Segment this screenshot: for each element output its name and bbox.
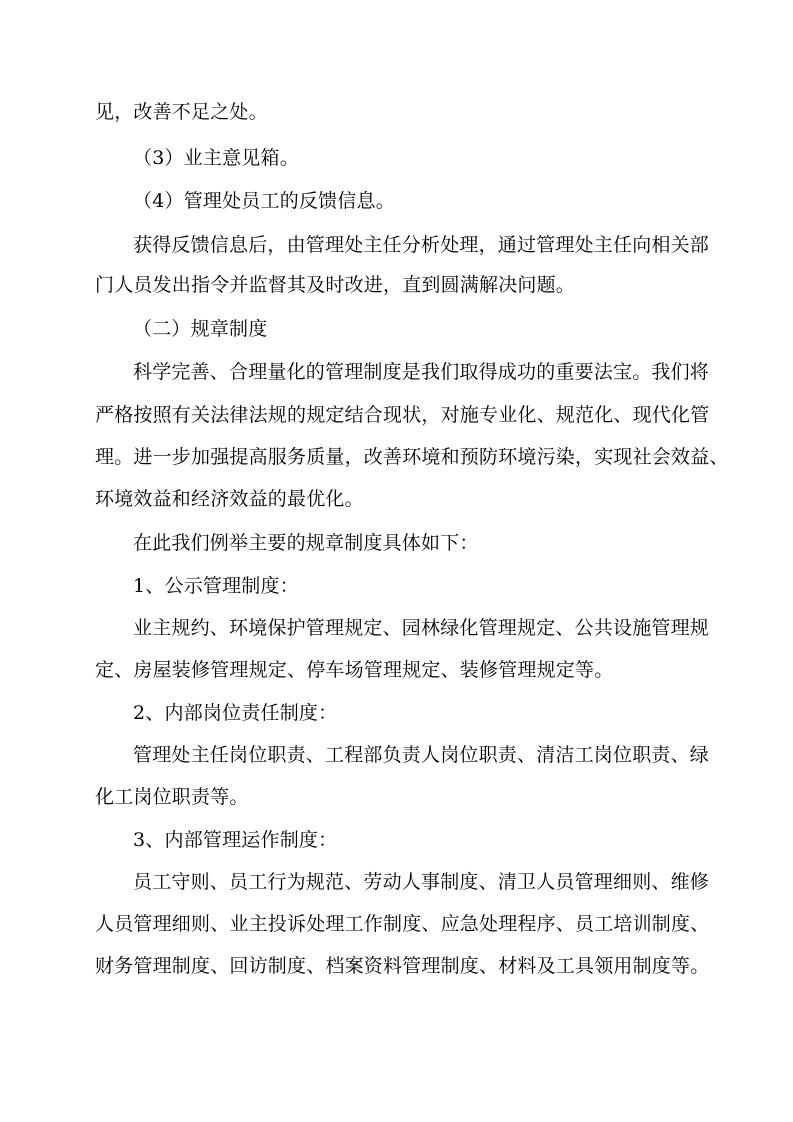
paragraph-line: 人员管理细则、业主投诉处理工作制度、应急处理程序、员工培训制度、: [95, 913, 710, 935]
paragraph-line: 获得反馈信息后，由管理处主任分析处理，通过管理处主任向相关部: [133, 234, 710, 256]
section-heading: （二）规章制度: [133, 318, 268, 340]
paragraph-line: 员工守则、员工行为规范、劳动人事制度、清卫人员管理细则、维修: [133, 871, 710, 893]
list-item: （3）业主意见箱。: [133, 147, 299, 169]
paragraph-line: 环境效益和经济效益的最优化。: [95, 488, 364, 510]
text-line: 见，改善不足之处。: [95, 101, 268, 123]
paragraph-line: 化工岗位职责等。: [95, 786, 249, 808]
subsection-heading: 3、内部管理运作制度：: [133, 829, 338, 851]
list-item: （4）管理处员工的反馈信息。: [133, 190, 395, 212]
subsection-heading: 2、内部岗位责任制度：: [133, 702, 338, 724]
paragraph-line: 定、房屋装修管理规定、停车场管理规定、装修管理规定等。: [95, 659, 614, 681]
subsection-heading: 1、公示管理制度：: [133, 575, 299, 597]
paragraph-line: 业主规约、环境保护管理规定、园林绿化管理规定、公共设施管理规: [133, 617, 710, 639]
paragraph-line: 科学完善、合理量化的管理制度是我们取得成功的重要法宝。我们将: [133, 361, 710, 383]
paragraph-line: 财务管理制度、回访制度、档案资料管理制度、材料及工具领用制度等。: [95, 955, 710, 977]
paragraph-line: 理。进一步加强提高服务质量，改善环境和预防环境污染，实现社会效益、: [95, 446, 729, 468]
paragraph-line: 在此我们例举主要的规章制度具体如下：: [133, 532, 479, 554]
paragraph-line: 管理处主任岗位职责、工程部负责人岗位职责、清洁工岗位职责、绿: [133, 744, 710, 766]
paragraph-line: 严格按照有关法律法规的规定结合现状，对施专业化、规范化、现代化管: [95, 404, 710, 426]
paragraph-line: 门人员发出指令并监督其及时改进，直到圆满解决问题。: [95, 274, 576, 296]
